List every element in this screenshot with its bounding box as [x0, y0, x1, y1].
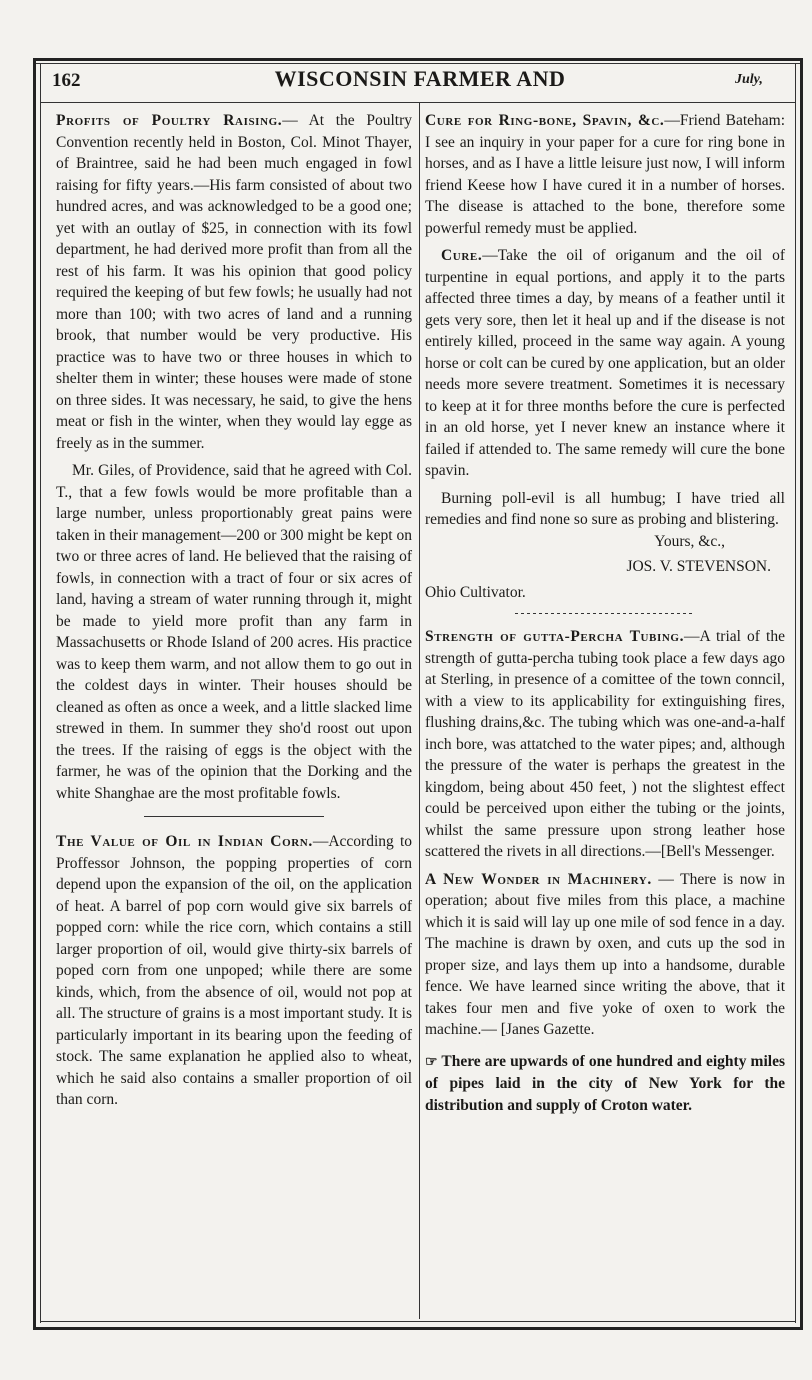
article-ring-bone	[425, 110, 785, 239]
article-oil-corn	[56, 831, 412, 1111]
article-poll-evil: Burning poll-evil is all humbug; I have tried all remedies and find none so sure as probing and blistering.	[425, 489, 785, 528]
source-credit: Ohio Cultivator.	[425, 583, 526, 601]
article-heading: Cure for Ring-bone, Spavin, &c.	[425, 112, 665, 129]
cure-label: Cure.	[441, 247, 483, 264]
article-poultry-continued: Mr. Giles, of Providence, said that he agreed with Col. T., that a few fowls would be more profitable than a large number, unless proportionably great pains were taken in their management—200 or 300 might be kept on two or three acres of land. He believed that the raising of fowls, in connection with a tract of four or six acres of land, having a stream of water running through it, might be made to yield more profit than any farm in Massachusetts or Rhode Island of 200 acres. His practice was to keep them warm, and not allow them to go out in the coldest days in winter. Their houses should be cleaned as often as once a week, and a little slacked lime strewed in them. In summer they sho'd roost out upon the trees. If the raising of eggs is the object with the farmer, he was of the opinion that the Dorking and the white Shanghae are the most profitable fowls.	[56, 462, 412, 802]
article-body: — There is now in operation; about five miles from this place, a machine which it is said will lay up one mile of sod fence in a day. The machine is drawn by oxen, and cuts up the sod in proper size, and lays them up into a handsome, durable fence. We have learned since writing the above, that it takes four men and five yoke of oxen to work the machine.— [Janes Gazette.	[425, 870, 785, 1038]
frame-border-left-inner	[40, 63, 41, 1323]
frame-border-top	[33, 58, 803, 61]
issue-month: July,	[735, 72, 763, 87]
left-column	[56, 110, 412, 1117]
article-croton-pipes	[425, 1051, 785, 1117]
frame-border-left	[33, 58, 36, 1330]
pointing-hand-icon: ☞	[425, 1054, 438, 1070]
article-cure	[425, 245, 785, 482]
frame-border-right	[800, 58, 803, 1330]
article-body: —According to Proffessor Johnson, the popping properties of corn depend upon the expansion of the oil, on the application of heat. A barrel of pop corn would give six barrels of popped corn: while the rice corn, which contains a still larger proportion of oil, would give thirty-six barrels of poped corn from one unpoped; while there are some kinds, which, from the absence of oil, would not pop at all. The structure of grains is a most important study. It is particularly important in its bearing upon the feeding of stock. The same explanation he applied also to wheat, which he said also contains a smaller proportion of oil than corn.	[56, 833, 412, 1108]
frame-border-top-inner	[33, 63, 803, 64]
column-divider	[419, 103, 420, 1319]
frame-border-bottom	[33, 1327, 803, 1330]
article-heading: Profits of Poultry Raising.	[56, 112, 283, 129]
frame-border-right-inner	[795, 63, 796, 1323]
cure-body: —Take the oil of origanum and the oil of turpentine in equal portions, and apply it to the parts affected three times a day, by means of a feather until it gets very sore, then let it heal up and if the disease is not entirely killed, proceed in the same way again. A young horse or colt can be cured by one application, but an older needs more severe treatment. Sometimes it is necessary to keep at it for three months before the cure is perfected in an old horse, yet I never knew an instance where it failed if attended to. The same remedy will cure the bone spavin.	[425, 247, 785, 479]
article-heading: The Value of Oil in Indian Corn.	[56, 833, 313, 850]
article-body: —A trial of the strength of gutta-percha tubing took place a few days ago at Sterling, in presence of a comittee of the town conncil, with a view to its applicability for extinguishing fires, flushing drains,&c. The tubing which was one-and-a-half inch bore, was attatched to the water pipes; and, although the pressure of the water is perhaps the greatest in the kingdom, being about 450 feet, ) not the slightest effect could be perceived upon either the tubing or the joints, whilst the same pressure upon strong leather hose scattered the rivets in all directions.—[Bell's Messenger.	[425, 628, 785, 860]
article-body: There are upwards of one hundred and eighty miles of pipes laid in the city of New York for the distribution and supply of Croton water.	[425, 1052, 785, 1114]
section-divider	[144, 816, 324, 817]
frame-border-bottom-inner	[40, 1321, 796, 1322]
masthead-title: WISCONSIN FARMER AND	[274, 66, 566, 91]
article-heading: A New Wonder in Machinery.	[425, 870, 652, 888]
closing: Yours, &c.,	[654, 532, 725, 550]
article-body: —Friend Bateham: I see an inquiry in your paper for a cure for ring bone in horses, and as I have a little leisure just now, I will inform friend Keese how I have cured it in a number of horses. The disease is attached to the bone, therefore some powerful remedy must be applied.	[425, 112, 785, 237]
section-divider	[515, 613, 695, 614]
article-body: — At the Poultry Convention recently held in Boston, Col. Minot Thayer, of Braintree, said he had been much engaged in fowl raising for fifty years.—His farm consisted of about two hundred acres, and was acknowledged to be a good one; yet with an outlay of $25, in connection with its fowl department, he had derived more profit than from all the rest of his farm. It was his opinion that good policy required the keeping of but few fowls; he usually had not more than 100; with two acres of land and a running brook, that number would be very productive. His practice was to have two or three houses in which to shelter them in winter; these houses were made of stone on three sides. It was necessary, he said, to give the hens meat or fish in the winter, when they would lay egge as freely as in the summer.	[56, 112, 412, 452]
article-poultry	[56, 110, 412, 454]
article-heading: Strength of gutta-Percha Tubing.	[425, 628, 685, 645]
article-machinery	[425, 869, 785, 1041]
page-number: 162	[52, 70, 81, 91]
article-gutta-percha	[425, 626, 785, 863]
right-column	[425, 110, 785, 1122]
signature: JOS. V. STEVENSON.	[626, 558, 771, 575]
